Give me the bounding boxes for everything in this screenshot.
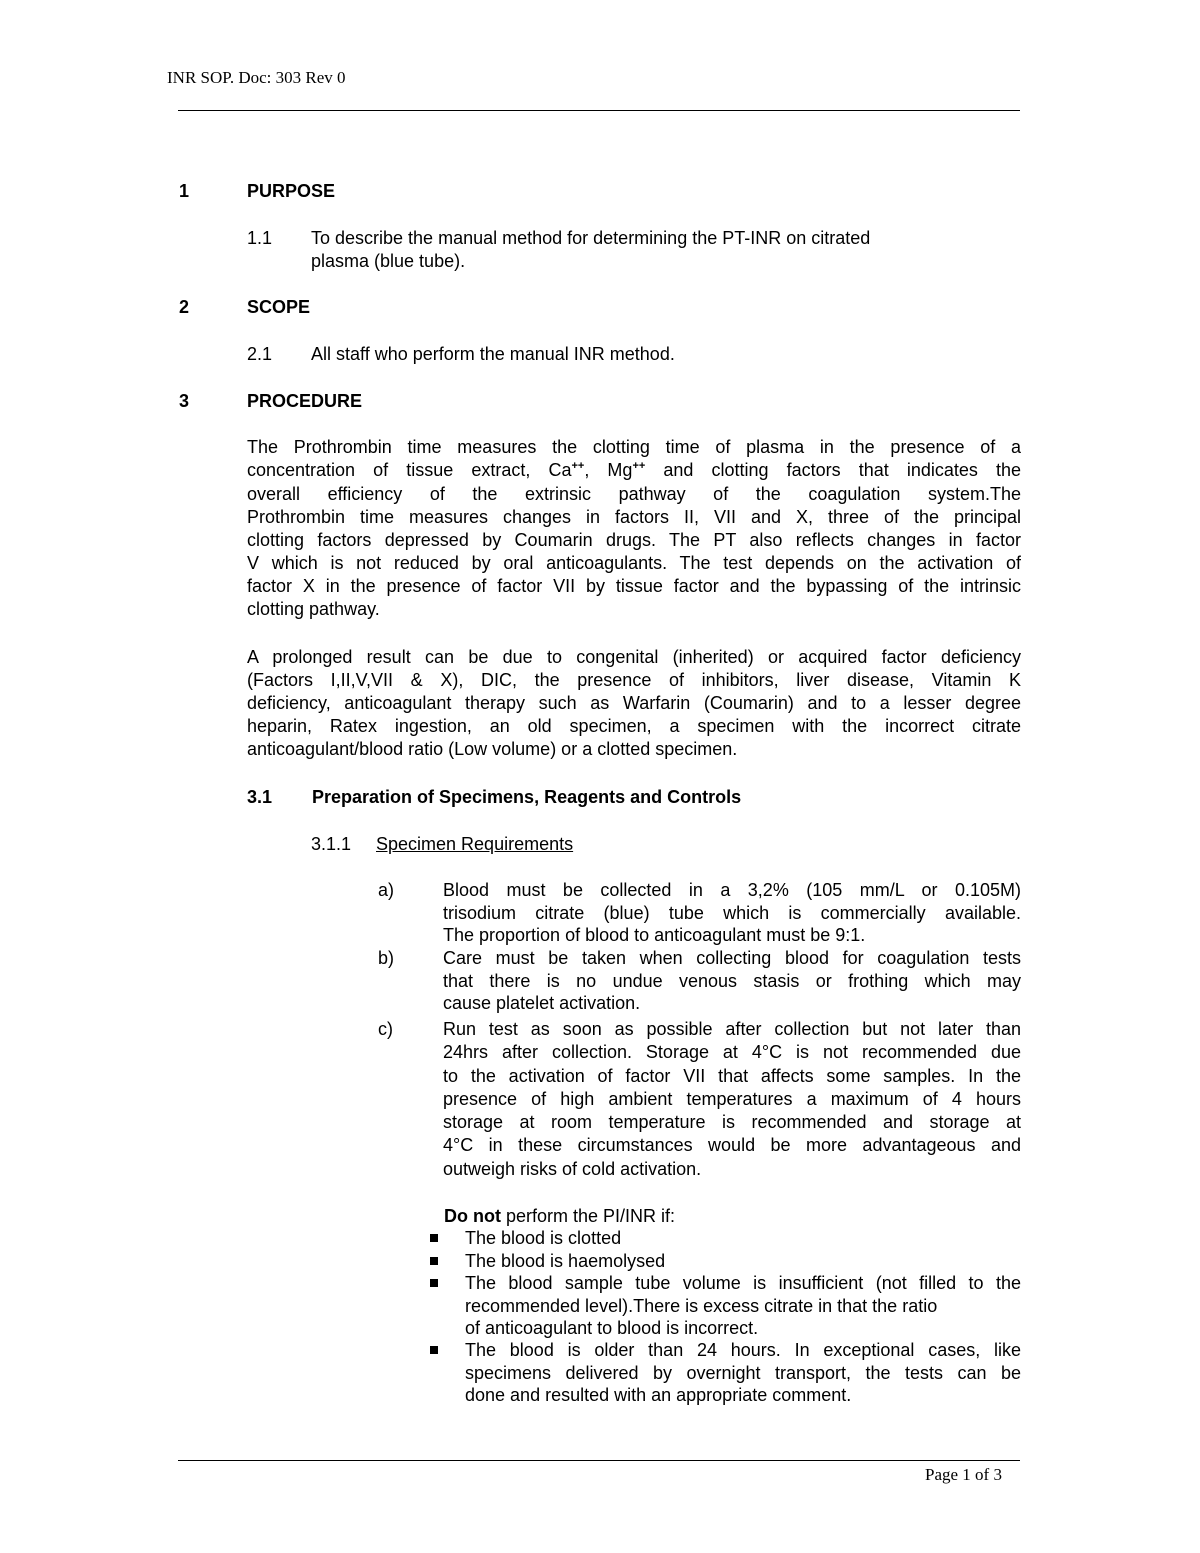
bullet-line: The blood is haemolysed (465, 1251, 666, 1271)
bullet-item-text (465, 1272, 1021, 1340)
paragraph-line: clotting pathway. (247, 599, 380, 619)
text-run: , Mg (584, 460, 633, 480)
item-b-label: b) (378, 948, 395, 968)
item-line: that there is no undue venous stasis or frothing which may (443, 970, 1021, 991)
section-3-title: PROCEDURE (247, 391, 363, 411)
item-1-1-line-2: plasma (blue tube). (311, 251, 466, 271)
bullet-line: The blood sample tube volume is insufficient (not filled to the (465, 1273, 1021, 1293)
square-bullet-icon (430, 1346, 438, 1354)
item-a-text (443, 879, 1021, 947)
item-c-label: c) (378, 1019, 393, 1039)
paragraph-line: Prothrombin time measures changes in factors II, VII and X, three of the principal (247, 507, 1021, 527)
item-line: 24hrs after collection. Storage at 4°C is not recommended due (443, 1042, 1021, 1063)
footer-rule (178, 1460, 1020, 1461)
do-not-rest: perform the PI/INR if: (500, 1206, 676, 1226)
item-line: storage at room temperature is recommended and storage at (443, 1112, 1021, 1133)
item-line: Blood must be collected in a 3,2% (105 mm/L or 0.105M) (443, 880, 1021, 900)
do-not-intro (444, 1205, 675, 1228)
paragraph-line (247, 459, 1021, 483)
text-run: and clotting factors that indicates the (645, 460, 1021, 480)
procedure-paragraph-1 (247, 436, 1021, 621)
item-c-text (443, 1018, 1021, 1181)
item-1-1-line-1: To describe the manual method for determining the PT-INR on citrated (311, 228, 871, 248)
bullet-line: done and resulted with an appropriate comment. (465, 1385, 852, 1405)
page-number: Page 1 of 3 (925, 1465, 1002, 1484)
bullet-line: The blood is clotted (465, 1228, 622, 1248)
paragraph-line: V which is not reduced by oral anticoagulants. The test depends on the activation of (247, 553, 1021, 573)
subsection-3-1-title: Preparation of Specimens, Reagents and Controls (312, 787, 742, 807)
bullet-item-text (465, 1227, 1021, 1250)
bullet-line: The blood is older than 24 hours. In exceptional cases, like (465, 1340, 1021, 1360)
item-a-label: a) (378, 880, 395, 900)
do-not-bold: Do not (444, 1206, 501, 1226)
item-2-1-number: 2.1 (247, 344, 273, 364)
header-rule (178, 110, 1020, 111)
item-line: Run test as soon as possible after collection but not later than (443, 1019, 1021, 1039)
paragraph-line: clotting factors depressed by Coumarin drugs. The PT also reflects changes in factor (247, 530, 1021, 550)
subsubsection-3-1-1-number: 3.1.1 (311, 834, 352, 854)
bullet-line: recommended level).There is excess citrate in that the ratio (465, 1295, 938, 1316)
section-1-title: PURPOSE (247, 181, 336, 201)
paragraph-line: A prolonged result can be due to congenital (inherited) or acquired factor deficiency (247, 647, 1021, 667)
section-2-title: SCOPE (247, 297, 311, 317)
text-run: concentration of tissue extract, Ca (247, 460, 572, 480)
item-line: outweigh risks of cold activation. (443, 1158, 702, 1179)
paragraph-line: overall efficiency of the extrinsic pathway of the coagulation system.The (247, 484, 1021, 504)
bullet-line: of anticoagulant to blood is incorrect. (465, 1318, 759, 1338)
subsection-3-1-number: 3.1 (247, 787, 273, 807)
square-bullet-icon (430, 1257, 438, 1265)
header-doc-ref: INR SOP. Doc: 303 Rev 0 (167, 68, 346, 87)
square-bullet-icon (430, 1234, 438, 1242)
bullet-item-text (465, 1339, 1021, 1407)
square-bullet-icon (430, 1279, 438, 1287)
superscript: ++ (571, 460, 585, 472)
paragraph-line: factor X in the presence of factor VII by tissue factor and the bypassing of the intrinsic (247, 576, 1021, 596)
paragraph-line: (Factors I,II,V,VII & X), DIC, the presence of inhibitors, liver disease, Vitamin K (247, 670, 1021, 690)
item-line: cause platelet activation. (443, 993, 641, 1013)
item-b-text (443, 947, 1021, 1015)
item-2-1-text: All staff who perform the manual INR method. (311, 344, 675, 364)
item-line: presence of high ambient temperatures a maximum of 4 hours (443, 1088, 1021, 1109)
item-line: 4°C in these circumstances would be more advantageous and (443, 1135, 1021, 1156)
item-line: trisodium citrate (blue) tube which is commercially available. (443, 902, 1021, 923)
paragraph-line: The Prothrombin time measures the clotting time of plasma in the presence of a (247, 437, 1021, 457)
bullet-item-text (465, 1250, 1021, 1273)
section-3-number: 3 (179, 391, 190, 411)
section-2-number: 2 (179, 297, 190, 317)
item-1-1-number: 1.1 (247, 228, 273, 248)
section-1-number: 1 (179, 181, 190, 201)
superscript: ++ (632, 460, 646, 472)
paragraph-line: heparin, Ratex ingestion, an old specimen, a specimen with the incorrect citrate (247, 716, 1021, 736)
procedure-paragraph-2 (247, 646, 1021, 761)
subsubsection-3-1-1-title: Specimen Requirements (376, 834, 574, 854)
item-line: to the activation of factor VII that affects some samples. In the (443, 1065, 1021, 1086)
bullet-line: specimens delivered by overnight transport, the tests can be (465, 1362, 1021, 1383)
paragraph-line: anticoagulant/blood ratio (Low volume) or a clotted specimen. (247, 739, 738, 759)
paragraph-line: deficiency, anticoagulant therapy such as Warfarin (Coumarin) and to a lesser degree (247, 693, 1021, 713)
item-line: The proportion of blood to anticoagulant must be 9:1. (443, 925, 866, 945)
item-line: Care must be taken when collecting blood for coagulation tests (443, 948, 1021, 968)
